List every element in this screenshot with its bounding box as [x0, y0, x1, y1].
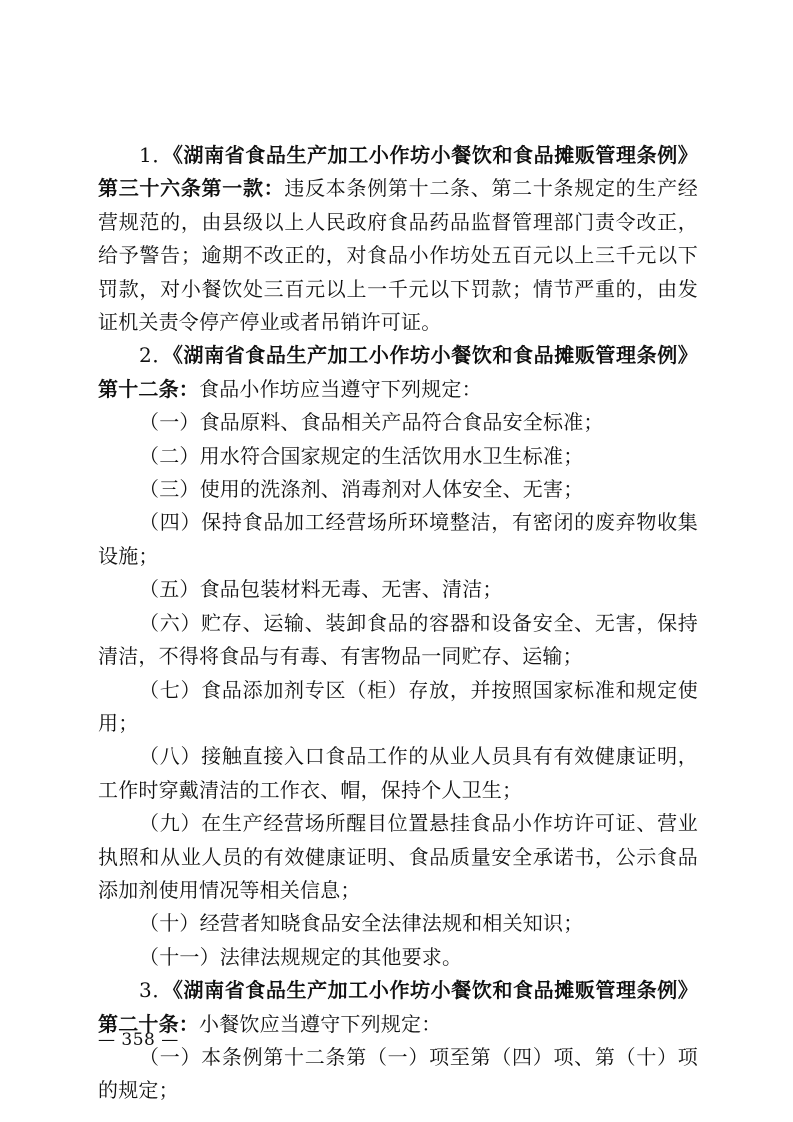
list-item: （九）在生产经营场所醒目位置悬挂食品小作坊许可证、营业执照和从业人员的有效健康证明、食品质量安全承诺书，公示食品添加剂使用情况等相关信息；	[98, 811, 698, 902]
list-item: （二）用水符合国家规定的生活饮用水卫生标准；	[139, 443, 584, 468]
document-body	[98, 139, 698, 1108]
list-item: （六）贮存、运输、装卸食品的容器和设备安全、无害，保持清洁，不得将食品与有毒、有害物品一同贮存、运输；	[98, 610, 698, 669]
list-item: （七）食品添加剂专区（柜）存放，并按照国家标准和规定使用；	[98, 677, 698, 735]
paragraph-heading: 《湖南省食品生产加工小作坊小餐饮和食品摊贩管理条例》第十二条：	[98, 343, 699, 401]
page-number: — 358 —	[98, 1030, 179, 1050]
list-item: （三）使用的洗涤剂、消毒剂对人体安全、无害；	[139, 477, 584, 502]
paragraph-article-12	[98, 339, 698, 406]
list-item: （十一）法律法规规定的其他要求。	[139, 944, 463, 969]
paragraph-article-20	[98, 974, 698, 1041]
list-item: （一）本条例第十二条第（一）项至第（四）项、第（十）项的规定；	[98, 1044, 698, 1103]
paragraph-body: 小餐饮应当遵守下列规定：	[199, 1011, 442, 1036]
list-item: （四）保持食品加工经营场所环境整洁，有密闭的废弃物收集设施；	[98, 510, 698, 568]
paragraph-number: 1．	[139, 143, 173, 167]
paragraph-number: 2．	[139, 343, 173, 368]
paragraph-body: 食品小作坊应当遵守下列规定：	[199, 376, 482, 401]
paragraph-body: 违反本条例第十二条、第二十条规定的生产经营规范的，由县级以上人民政府食品药品监督管理部门责令改正，给予警告；逾期不改正的，对食品小作坊处五百元以上三千元以下罚款，对小餐饮处三百元以上一千元以下罚款；情节严重的，由发证机关责令停产停业或者吊销许可证。	[98, 176, 699, 335]
list-item: （八）接触直接入口食品工作的从业人员具有有效健康证明，工作时穿戴清洁的工作衣、帽，保持个人卫生；	[98, 744, 698, 802]
paragraph-article-36	[98, 139, 698, 339]
list-item: （五）食品包装材料无毒、无害、清洁；	[139, 577, 503, 602]
list-item: （一）食品原料、食品相关产品符合食品安全标准；	[139, 410, 604, 435]
paragraph-heading: 《湖南省食品生产加工小作坊小餐饮和食品摊贩管理条例》第二十条：	[98, 978, 699, 1036]
list-item: （十）经营者知晓食品安全法律法规和相关知识；	[139, 911, 584, 936]
paragraph-number: 3．	[139, 978, 173, 1003]
paragraph-heading: 《湖南省食品生产加工小作坊小餐饮和食品摊贩管理条例》第三十六条第一款：	[98, 143, 699, 201]
